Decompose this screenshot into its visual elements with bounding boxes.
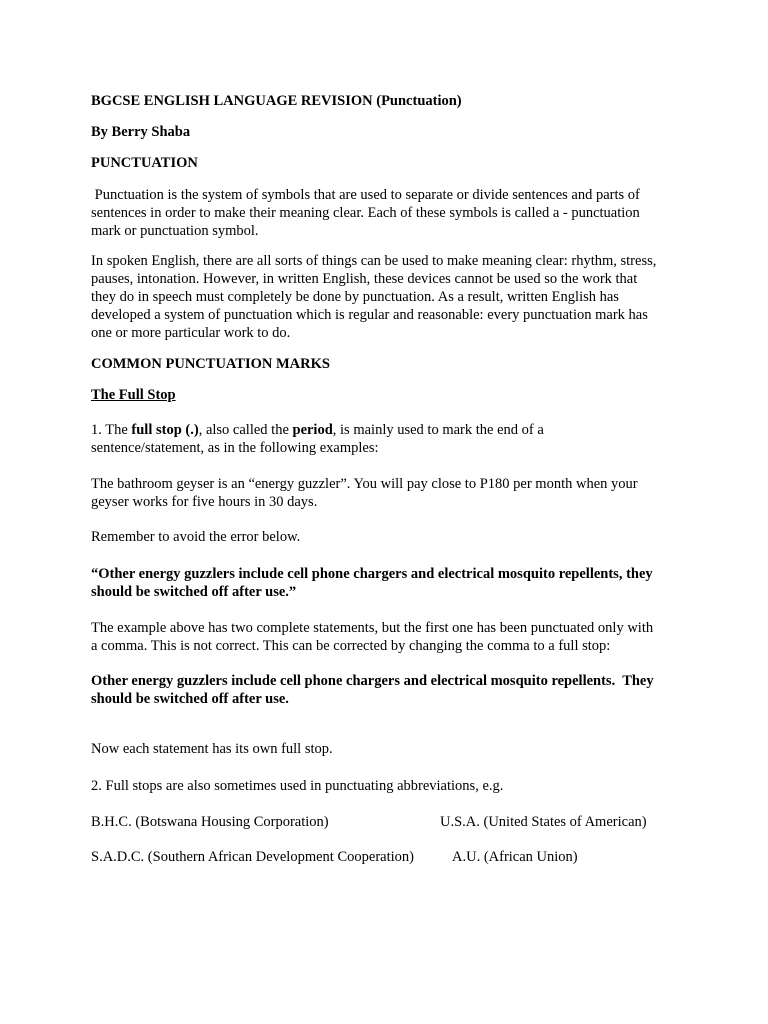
paragraph-2-line-1: In spoken English, there are all sorts of things can be used to make meaning clear: rhythm, stress, [91, 253, 657, 269]
item-1-line-2: sentence/statement, as in the following examples: [91, 440, 379, 456]
abbreviation-sadc: S.A.D.C. (Southern African Development Cooperation) [91, 849, 414, 865]
paragraph-2-line-4: developed a system of punctuation which is regular and reasonable: every punctuation mark has [91, 307, 648, 323]
item-1-bold-period: period [292, 422, 333, 438]
explanation-line-2: a comma. This is not correct. This can be corrected by changing the comma to a full stop: [91, 638, 611, 654]
paragraph-1-line-2: sentences in order to make their meaning clear. Each of these symbols is called a - punctuation [91, 205, 640, 221]
error-example-line-1: “Other energy guzzlers include cell phone chargers and electrical mosquito repellents, they [91, 566, 653, 582]
paragraph-1-line-1: Punctuation is the system of symbols that are used to separate or divide sentences and parts of [91, 187, 640, 203]
item-1-suffix: , is mainly used to mark the end of a [332, 422, 544, 438]
item-1-prefix: 1. The [91, 422, 132, 438]
heading-common-marks: COMMON PUNCTUATION MARKS [91, 356, 330, 372]
item-1-bold-full-stop: full stop (.) [131, 422, 199, 438]
paragraph-1-line-3: mark or punctuation symbol. [91, 223, 259, 239]
abbreviation-bhc: B.H.C. (Botswana Housing Corporation) [91, 814, 329, 830]
author-line: By Berry Shaba [91, 124, 191, 140]
item-2-line: 2. Full stops are also sometimes used in punctuating abbreviations, e.g. [91, 778, 504, 794]
paragraph-2-line-2: pauses, intonation. However, in written English, these devices cannot be used so the work that [91, 271, 638, 287]
example-1-line-1: The bathroom geyser is an “energy guzzler”. You will pay close to P180 per month when your [91, 476, 638, 492]
item-1-mid: , also called the [198, 422, 293, 438]
remember-line: Remember to avoid the error below. [91, 529, 301, 545]
subheading-full-stop: The Full Stop [91, 387, 176, 403]
heading-punctuation: PUNCTUATION [91, 155, 198, 171]
paragraph-2-line-3: they do in speech must completely be done by punctuation. As a result, written English has [91, 289, 619, 305]
corrected-example-line-1: Other energy guzzlers include cell phone chargers and electrical mosquito repellents. They [91, 673, 654, 689]
paragraph-2-line-5: one or more particular work to do. [91, 325, 291, 341]
corrected-example-line-2: should be switched off after use. [91, 691, 289, 707]
now-each-line: Now each statement has its own full stop. [91, 741, 333, 757]
example-1-line-2: geyser works for five hours in 30 days. [91, 494, 318, 510]
document-title: BGCSE ENGLISH LANGUAGE REVISION (Punctuation) [91, 93, 462, 109]
error-example-line-2: should be switched off after use.” [91, 584, 297, 600]
abbreviation-usa: U.S.A. (United States of American) [440, 814, 647, 830]
abbreviation-au: A.U. (African Union) [452, 849, 578, 865]
explanation-line-1: The example above has two complete statements, but the first one has been punctuated only with [91, 620, 654, 636]
item-1-line-1 [91, 421, 544, 439]
